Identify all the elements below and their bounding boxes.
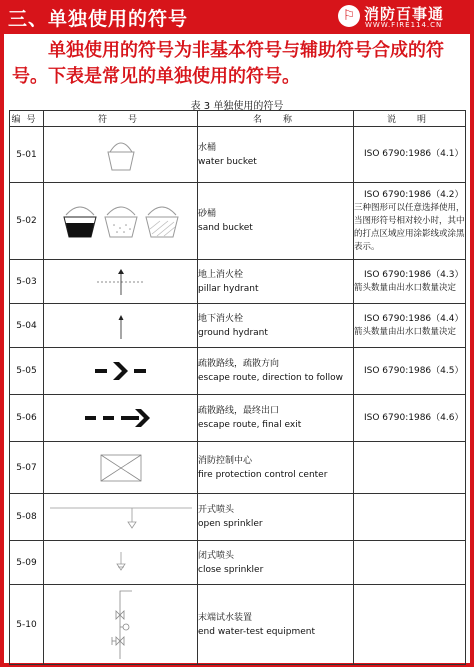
escape-route-icon: [91, 359, 151, 383]
name-en: open sprinkler: [198, 519, 263, 529]
name-zh: 地上消火栓: [198, 269, 244, 280]
name-en: sand bucket: [198, 223, 253, 233]
note-cell: [354, 348, 466, 395]
iso-reference: ISO 6790:1986（4.5）: [364, 365, 464, 376]
name-en: fire protection control center: [198, 469, 328, 480]
open-sprinkler-icon: [46, 502, 196, 532]
note-cell: [354, 260, 466, 304]
name-cell: [198, 585, 354, 665]
row-number: 5-06: [10, 395, 44, 442]
close-sprinkler-icon: [106, 548, 136, 578]
row-number: 5-01: [10, 127, 44, 183]
row-number: 5-09: [10, 541, 44, 585]
iso-reference: ISO 6790:1986（4.3）: [364, 269, 464, 280]
row-number: 5-03: [10, 260, 44, 304]
name-zh: 砂桶: [198, 209, 217, 219]
name-zh: 疏散路线，疏散方向: [198, 359, 280, 369]
name-zh: 水桶: [198, 142, 217, 153]
name-en: escape route, final exit: [198, 420, 302, 430]
note-cell: [354, 585, 466, 665]
table-row: [10, 260, 466, 304]
table-row: [10, 395, 466, 442]
control-center-icon: [99, 452, 143, 484]
pillar-hydrant-icon: [91, 267, 151, 297]
column-header: 编号: [10, 111, 44, 127]
row-number: 5-07: [10, 442, 44, 494]
name-en: water bucket: [198, 156, 257, 167]
test-equipment-icon: [96, 589, 146, 661]
note-cell: [354, 304, 466, 348]
name-cell: [198, 348, 354, 395]
table-header-row: [10, 111, 466, 127]
table-row: [10, 127, 466, 183]
note-cell: [354, 127, 466, 183]
symbol-cell: [44, 541, 198, 585]
name-zh: 疏散路线，最终出口: [198, 406, 280, 416]
section-title: 三、单独使用的符号: [8, 8, 189, 30]
iso-reference: ISO 6790:1986（4.1）: [364, 149, 464, 159]
table-row: [10, 585, 466, 665]
name-cell: [198, 260, 354, 304]
note-text: 箭头数量由出水口数量决定: [354, 282, 457, 293]
name-cell: [198, 541, 354, 585]
name-en: end water-test equipment: [198, 626, 315, 637]
name-cell: [198, 442, 354, 494]
symbol-cell: [44, 494, 198, 541]
row-number: 5-05: [10, 348, 44, 395]
table-row: [10, 348, 466, 395]
table-row: [10, 442, 466, 494]
final-exit-icon: [83, 406, 159, 430]
iso-reference: ISO 6790:1986（4.6）: [364, 412, 464, 423]
iso-reference: ISO 6790:1986（4.4）: [364, 313, 464, 324]
sand-bucket-icon: [56, 201, 186, 241]
column-header: 说 明: [354, 111, 466, 127]
name-zh: 末端试水装置: [198, 612, 253, 623]
column-header: 名 称: [198, 111, 354, 127]
flame-logo-icon: ⚐: [338, 5, 360, 27]
symbol-cell: [44, 348, 198, 395]
symbol-cell: [44, 260, 198, 304]
table-row: [10, 183, 466, 260]
symbols-table: [9, 110, 466, 665]
symbol-cell: [44, 395, 198, 442]
row-number: 5-02: [10, 183, 44, 260]
ground-hydrant-icon: [106, 311, 136, 341]
name-en: close sprinkler: [198, 564, 264, 575]
symbol-cell: [44, 304, 198, 348]
brand-name: 消防百事通: [364, 5, 445, 23]
name-cell: [198, 304, 354, 348]
name-zh: 闭式喷头: [198, 550, 235, 561]
column-header: 符 号: [44, 111, 198, 127]
symbol-cell: [44, 127, 198, 183]
symbol-cell: [44, 183, 198, 260]
name-zh: 消防控制中心: [198, 455, 253, 466]
row-number: 5-08: [10, 494, 44, 541]
name-cell: [198, 127, 354, 183]
name-cell: [198, 494, 354, 541]
symbol-cell: [44, 442, 198, 494]
table-row: [10, 304, 466, 348]
name-zh: 地下消火栓: [198, 313, 244, 324]
note-text: 三种图形可以任意选择使用，当图形符号相对较小时，其中的打点区域应用涂影线或涂黑表示。: [354, 202, 465, 252]
name-zh: 开式喷头: [198, 505, 235, 515]
note-text: 箭头数量由出水口数量决定: [354, 326, 457, 337]
row-number: 5-04: [10, 304, 44, 348]
brand: [338, 3, 468, 31]
brand-url: WWW.FIRE114.CN: [365, 21, 443, 29]
symbol-cell: [44, 585, 198, 665]
name-en: ground hydrant: [198, 327, 268, 338]
name-en: escape route, direction to follow: [198, 373, 344, 383]
table-row: [10, 494, 466, 541]
intro-paragraph: 单独使用的符号为非基本符号与辅助符号合成的符号。下表是常见的单独使用的符号。: [12, 40, 444, 87]
table-caption: 表 3 单独使用的符号: [190, 101, 284, 112]
table-row: [10, 541, 466, 585]
name-en: pillar hydrant: [198, 283, 259, 294]
note-cell: [354, 183, 466, 260]
name-cell: [198, 395, 354, 442]
note-cell: [354, 494, 466, 541]
note-cell: [354, 442, 466, 494]
note-cell: [354, 395, 466, 442]
name-cell: [198, 183, 354, 260]
header-bar: [0, 0, 474, 34]
iso-reference: ISO 6790:1986（4.2）: [364, 189, 464, 200]
row-number: 5-10: [10, 585, 44, 665]
bucket-icon: [101, 136, 141, 174]
note-cell: [354, 541, 466, 585]
